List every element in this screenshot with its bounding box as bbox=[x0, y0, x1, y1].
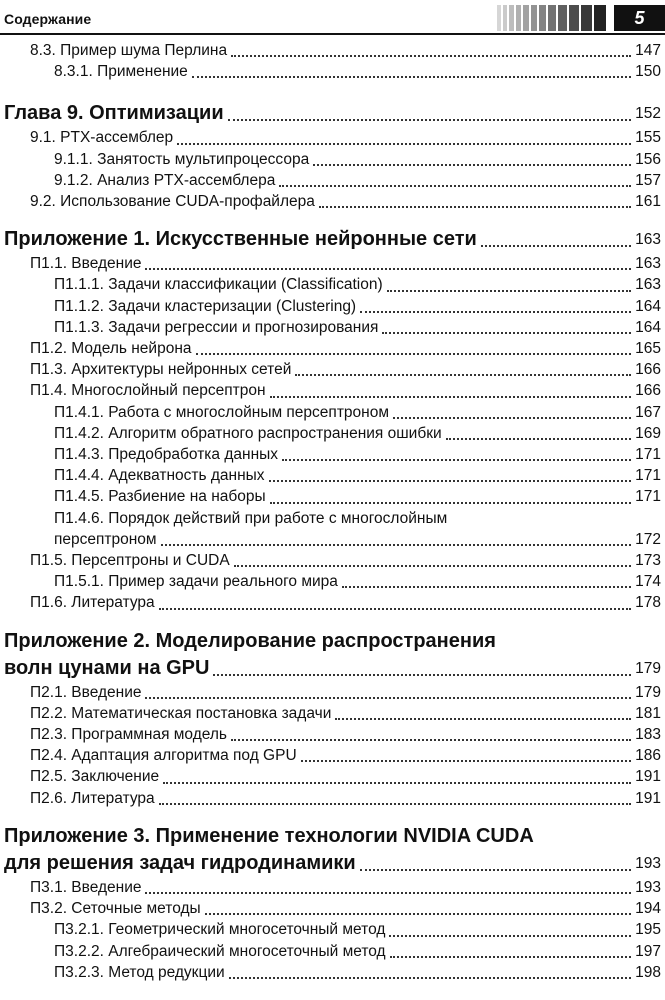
toc-entry[interactable]: 9.1.1. Занятость мультипроцессора 156 bbox=[54, 150, 661, 168]
toc-entry[interactable]: П1.1. Введение 163 bbox=[30, 255, 661, 273]
decorative-gradient-bars bbox=[497, 5, 608, 31]
toc-entry-line1[interactable]: П1.4.6. Порядок действий при работе с многослойным bbox=[54, 509, 448, 527]
toc-entry[interactable]: персептроном 172 bbox=[54, 530, 661, 548]
toc-chapter[interactable]: Приложение 1. Искусственные нейронные сети 163 bbox=[4, 228, 661, 251]
toc-entry[interactable]: П1.4.3. Предобработка данных 171 bbox=[54, 446, 661, 464]
gradient-bar bbox=[569, 5, 579, 31]
page-header bbox=[0, 0, 665, 36]
toc-entry[interactable]: П2.4. Адаптация алгоритма под GPU 186 bbox=[30, 747, 661, 765]
toc-entry[interactable]: П3.2.2. Алгебраический многосеточный метод 197 bbox=[54, 942, 661, 960]
toc-entry[interactable]: 9.1.2. Анализ PTX-ассемблера 157 bbox=[54, 171, 661, 189]
toc-entry[interactable]: П1.5.1. Пример задачи реального мира 174 bbox=[54, 573, 661, 591]
toc-entry[interactable]: П3.2. Сеточные методы 194 bbox=[30, 900, 661, 918]
gradient-bar bbox=[531, 5, 537, 31]
toc-chapter-line1[interactable]: Приложение 2. Моделирование распространения bbox=[4, 629, 496, 652]
toc-entry[interactable]: П2.6. Литература 191 bbox=[30, 789, 661, 807]
toc-entry[interactable]: П1.4.1. Работа с многослойным персептроном 167 bbox=[54, 403, 661, 421]
toc-entry[interactable]: П1.5. Персептроны и CUDA 173 bbox=[30, 552, 661, 570]
toc-entry[interactable]: П1.6. Литература 178 bbox=[30, 594, 661, 612]
page-number: 5 bbox=[614, 5, 665, 31]
toc-entry[interactable]: П3.1. Введение 193 bbox=[30, 878, 661, 896]
toc-entry[interactable]: П3.2.1. Геометрический многосеточный метод 195 bbox=[54, 921, 661, 939]
gradient-bar bbox=[581, 5, 592, 31]
toc-entry[interactable]: П2.2. Математическая постановка задачи 181 bbox=[30, 704, 661, 722]
toc-entry[interactable]: П1.4. Многослойный персептрон 166 bbox=[30, 382, 661, 400]
toc-entry[interactable]: П1.4.2. Алгоритм обратного распространения ошибки 169 bbox=[54, 424, 661, 442]
toc-entry[interactable]: П2.3. Программная модель 183 bbox=[30, 726, 661, 744]
toc-chapter-line1[interactable]: Приложение 3. Применение технологии NVIDIA CUDA bbox=[4, 824, 534, 847]
toc-chapter[interactable]: Глава 9. Оптимизации 152 bbox=[4, 102, 661, 125]
toc-chapter[interactable]: для решения задач гидродинамики 193 bbox=[4, 851, 661, 874]
toc-entry[interactable]: П1.1.3. Задачи регрессии и прогнозирования 164 bbox=[54, 318, 661, 336]
toc-entry[interactable]: П1.4.5. Разбиение на наборы 171 bbox=[54, 488, 661, 506]
toc-entry[interactable]: П1.4.4. Адекватность данных 171 bbox=[54, 467, 661, 485]
table-of-contents bbox=[0, 40, 665, 983]
toc-entry[interactable]: 9.2. Использование CUDA-профайлера 161 bbox=[30, 193, 661, 211]
gradient-bar bbox=[594, 5, 606, 31]
toc-entry[interactable]: П3.2.3. Метод редукции 198 bbox=[54, 963, 661, 981]
toc-entry[interactable]: П1.1.2. Задачи кластеризации (Clustering) 164 bbox=[54, 297, 661, 315]
toc-entry[interactable]: П1.2. Модель нейрона 165 bbox=[30, 340, 661, 358]
toc-chapter[interactable]: волн цунами на GPU 179 bbox=[4, 656, 661, 679]
gradient-bar bbox=[503, 5, 507, 31]
gradient-bar bbox=[497, 5, 501, 31]
toc-entry[interactable]: П2.5. Заключение 191 bbox=[30, 768, 661, 786]
gradient-bar bbox=[548, 5, 556, 31]
toc-entry[interactable]: 8.3. Пример шума Перлина 147 bbox=[30, 42, 661, 59]
gradient-bar bbox=[509, 5, 514, 31]
gradient-bar bbox=[558, 5, 567, 31]
gradient-bar bbox=[523, 5, 529, 31]
gradient-bar bbox=[516, 5, 521, 31]
header-rule bbox=[0, 33, 665, 35]
toc-entry[interactable]: 9.1. PTX-ассемблер 155 bbox=[30, 129, 661, 147]
running-title: Содержание bbox=[4, 11, 92, 27]
toc-entry[interactable]: П2.1. Введение 179 bbox=[30, 683, 661, 701]
toc-entry[interactable]: 8.3.1. Применение 150 bbox=[54, 63, 661, 81]
toc-entry[interactable]: П1.1.1. Задачи классификации (Classification) 163 bbox=[54, 276, 661, 294]
toc-entry[interactable]: П1.3. Архитектуры нейронных сетей 166 bbox=[30, 361, 661, 379]
gradient-bar bbox=[539, 5, 546, 31]
